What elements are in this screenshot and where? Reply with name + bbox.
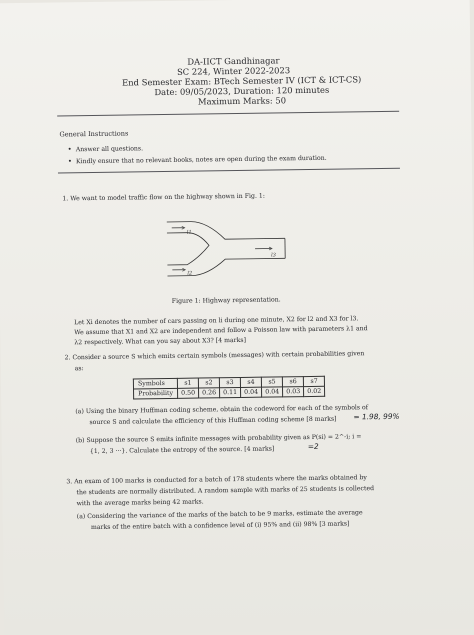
symbol-probability-table <box>133 376 325 400</box>
exam-line: End Semester Exam: BTech Semester IV (ICT & ICT-CS) <box>5 74 474 90</box>
handwritten-note-b: =2 <box>308 442 319 451</box>
q2-lead-cont: as: <box>75 365 84 372</box>
q1-lead: 1. We want to model traffic flow on the highway shown in Fig. 1: <box>62 193 265 203</box>
course-line: SC 224, Winter 2022-2023 <box>0 64 471 80</box>
q2a-line: source S and calculate the efficiency of this Huffman coding scheme [8 marks] <box>89 416 336 426</box>
instructions-title: General Instructions <box>59 129 128 138</box>
table-cell: 0.50 <box>177 388 198 398</box>
table-cell: 0.04 <box>241 387 262 397</box>
q3a-line: marks of the entire batch with a confidence level of (i) 95% and (ii) 98% [3 marks] <box>91 520 350 531</box>
table-cell: 0.26 <box>199 388 220 398</box>
q2b-line: (b) Suppose the source S emits infinite messages with probability given as P(si) = 2^-i; i = <box>76 433 362 444</box>
figure-caption: Figure 1: Highway representation. <box>172 296 281 305</box>
highway-figure <box>167 216 298 286</box>
table-cell: 0.02 <box>304 386 325 396</box>
q3-line: 3. An exam of 100 marks is conducted for a batch of 178 students where the marks obtained by <box>66 474 367 485</box>
instruction-text: Answer all questions. <box>76 145 143 153</box>
table-cell: s2 <box>198 378 219 388</box>
q1-line: λ2 respectively. What can you say about X3? [4 marks] <box>74 337 246 346</box>
institute-name: DA-IICT Gandhinagar <box>0 54 470 70</box>
label-l3: l3 <box>271 252 276 258</box>
label-l2: l2 <box>187 271 192 277</box>
label-l1: l1 <box>187 230 192 236</box>
table-cell: s3 <box>219 377 240 387</box>
header-rule <box>57 111 399 117</box>
q2b-line: {1, 2, 3 ···}. Calculate the entropy of the source. [4 marks] <box>90 445 275 455</box>
instruction-item <box>68 154 327 166</box>
instruction-item <box>68 144 143 153</box>
road-median <box>167 232 209 265</box>
date-duration-line: Date: 09/05/2023, Duration: 120 minutes <box>5 84 474 100</box>
table-row <box>134 386 325 399</box>
road-l2-outer <box>167 258 285 276</box>
bullet-icon: • <box>68 145 72 153</box>
handwritten-note-a: = 1.98, 99% <box>353 412 399 422</box>
table-cell: s1 <box>177 378 198 388</box>
q3a-line: (a) Considering the variance of the marks of the batch to be 9 marks, estimate the average <box>77 509 363 520</box>
road-l1-outer <box>167 220 285 240</box>
table-cell: 0.03 <box>283 387 304 397</box>
q2a-line: (a) Using the binary Huffman coding scheme, obtain the codeword for each of the symbols of <box>75 404 368 415</box>
table-cell: 0.04 <box>262 387 283 397</box>
q3-line: the students are normally distributed. A random sample with marks of 25 students is collected <box>76 485 374 496</box>
max-marks-line: Maximum Marks: 50 <box>5 94 474 110</box>
q3-line: with the average marks being 42 marks. <box>77 498 204 507</box>
q1-line: We assume that X1 and X2 are independent and follow a Poisson law with parameters λ1 and <box>74 325 367 336</box>
row-header: Probability <box>134 388 178 399</box>
table-cell: s4 <box>240 377 261 387</box>
row-header: Symbols <box>133 378 177 389</box>
table-cell: 0.11 <box>220 387 241 397</box>
instruction-text: Kindly ensure that no relevant books, notes are open during the exam duration. <box>76 155 327 165</box>
q1-line: Let Xi denotes the number of cars passing on li during one minute, X2 for l2 and X3 for l3. <box>74 315 358 326</box>
bullet-icon: • <box>68 157 72 165</box>
q2-lead: 2. Consider a source S which emits certain symbols (messages) with certain probabilities given <box>65 350 365 361</box>
table-cell: s7 <box>304 376 325 386</box>
table-cell: s5 <box>261 377 282 387</box>
table-cell: s6 <box>282 377 303 387</box>
instructions-rule <box>58 168 400 174</box>
